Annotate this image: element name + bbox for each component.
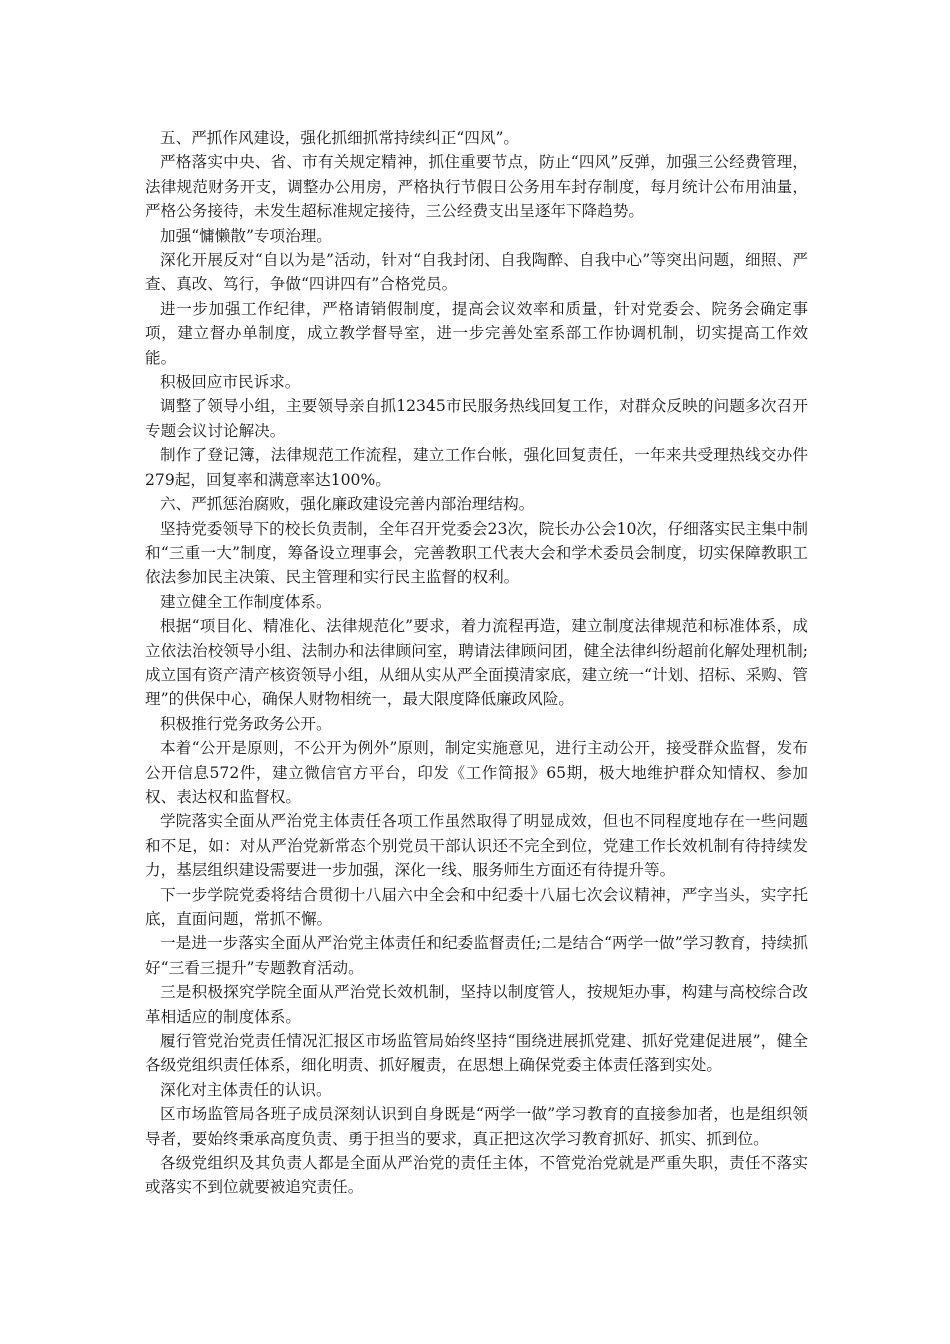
heading-section-six: 六、严抓惩治腐败，强化廉政建设完善内部治理结构。 — [160, 495, 535, 514]
paragraph-shortcomings: 学院落实全面从严治党主体责任各项工作虽然取得了明显成效，但也不同程度地存在一些问题和不足，如：对从严治党新常态个别党员干部认识还不完全到位，党建工作长效机制有待持续发力，基层组织建设需要进一步加强，深化一线、服务师生方面还有待提升等。 — [145, 812, 808, 880]
paragraph-hotline: 调整了领导小组，主要领导亲自抓12345市民服务热线回复工作，对群众反映的问题多次召开专题会议讨论解决。 — [145, 397, 808, 440]
paragraph-president-responsibility: 坚持党委领导下的校长负责制，全年召开党委会23次，院长办公会10次，仔细落实民主集中制和“三重一大”制度，筹备设立理事会，完善教职工代表大会和学术委员会制度，切实保障教职工依法参加民主决策、民主管理和实行民主监督的权利。 — [145, 519, 808, 587]
paragraph-legal-system: 根据“项目化、精准化、法律规范化”要求，着力流程再造，建立制度法律规范和标准体系，成立依法治校领导小组、法制办和法律顾问室，聘请法律顾问团，健全法律纠纷超前化解处理机制;成立国有资产清产核资领导小组，从细从实从严全面摸清家底，建立统一“计划、招标、采购、管理”的供保中心，确保人财物相统一，最大限度降低廉政风险。 — [145, 617, 808, 709]
subheading-lazy-governance: 加强“慵懒散”专项治理。 — [160, 226, 332, 245]
paragraph-next-steps: 下一步学院党委将结合贯彻十八届六中全会和中纪委十八届七次会议精神，严字当头，实字托底，直面问题，常抓不懈。 — [145, 885, 808, 928]
paragraph-accountability: 各级党组织及其负责人都是全面从严治党的责任主体，不管党治党就是严重失职，责任不落实或落实不到位就要被追究责任。 — [145, 1154, 808, 1197]
paragraph-market-supervision: 履行管党治党责任情况汇报区市场监管局始终坚持“围绕进展抓党建、抓好党建促进展”，健全各级党组织责任体系，细化明责、抓好履责，在思想上确保党委主体责任落到实处。 — [145, 1032, 808, 1075]
paragraph-point-three: 三是积极探究学院全面从严治党长效机制，坚持以制度管人，按规矩办事，构建与高校综合改革相适应的制度体系。 — [145, 983, 808, 1026]
paragraph-register: 制作了登记簿，法律规范工作流程，建立工作台帐，强化回复责任，一年来共受理热线交办件279起，回复率和满意率达100%。 — [145, 446, 808, 489]
subheading-work-system: 建立健全工作制度体系。 — [160, 592, 332, 611]
heading-section-five: 五、严抓作风建设，强化抓细抓常持续纠正“四风”。 — [160, 129, 520, 147]
subheading-affairs-openness: 积极推行党务政务公开。 — [160, 714, 332, 733]
paragraph-point-one-two: 一是进一步落实全面从严治党主体责任和纪委监督责任;二是结合“两学一做”学习教育，持续抓好“三看三提升”专题教育活动。 — [145, 934, 808, 977]
subheading-deepen-understanding: 深化对主体责任的认识。 — [160, 1080, 332, 1099]
paragraph-work-discipline: 进一步加强工作纪律，严格请销假制度，提高会议效率和质量，针对党委会、院务会确定事项，建立督办单制度，成立教学督导室，进一步完善处室系部工作协调机制，切实提高工作效能。 — [145, 299, 808, 367]
paragraph-self-righteous: 深化开展反对“自以为是”活动，针对“自我封闭、自我陶醉、自我中心”等突出问题，细照、严查、真改、笃行，争做“四讲四有”合格党员。 — [145, 251, 808, 294]
document-body — [145, 126, 808, 1200]
paragraph-four-styles: 严格落实中央、省、市有关规定精神，抓住重要节点，防止“四风”反弹，加强三公经费管理，法律规范财务开支，调整办公用房，严格执行节假日公务用车封存制度，每月统计公布用油量，严格公务接待，未发生超标准规定接待，三公经费支出呈逐年下降趋势。 — [145, 153, 808, 221]
subheading-citizen-demands: 积极回应市民诉求。 — [160, 373, 301, 392]
paragraph-team-members: 区市场监管局各班子成员深刻认识到自身既是“两学一做”学习教育的直接参加者，也是组织领导者，要始终秉承高度负责、勇于担当的要求，真正把这次学习教育抓好、抓实、抓到位。 — [145, 1105, 808, 1148]
paragraph-openness-principle: 本着“公开是原则，不公开为例外”原则，制定实施意见，进行主动公开，接受群众监督，发布公开信息572件，建立微信官方平台，印发《工作简报》65期，极大地维护群众知情权、参加权、表达权和监督权。 — [145, 739, 808, 806]
